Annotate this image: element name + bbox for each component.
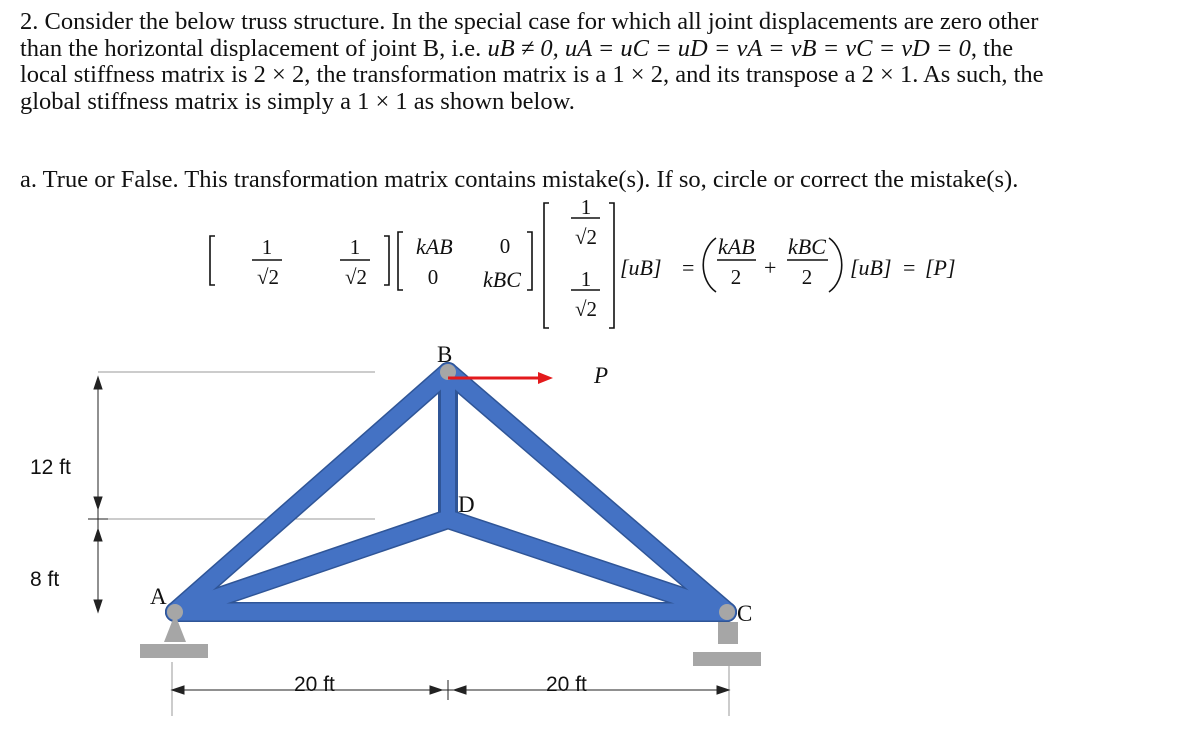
left-paren — [703, 238, 716, 292]
row-vector-numerator-2: 1 — [349, 235, 361, 259]
dim-label-12ft: 12 ft — [30, 456, 71, 479]
load-label-p: P — [594, 363, 609, 388]
equals-sign-1: = — [682, 255, 695, 280]
joint-label-d: D — [458, 492, 475, 517]
question-line-3: local stiffness matrix is 2 × 2, the transformation matrix is a 1 × 2, and its transpose a 2 × 1. As such, the — [20, 61, 1044, 88]
row-vector-denominator-2: √2 — [344, 265, 368, 289]
row-vector-numerator-1: 1 — [261, 235, 273, 259]
arrow-up-icon — [94, 529, 102, 541]
arrow-down-icon — [94, 497, 102, 509]
arrow-right-icon — [538, 372, 553, 384]
k-ab-entry: kAB — [416, 234, 453, 259]
joint-label-c: C — [737, 601, 753, 626]
equals-sign-2: = — [903, 255, 916, 280]
column-denominator-1: √2 — [574, 225, 598, 249]
joint-label-a: A — [150, 584, 167, 609]
joint-c-node — [719, 604, 735, 620]
column-denominator-2: √2 — [574, 297, 598, 321]
question-line-4: global stiffness matrix is simply a 1 × 1 as shown below. — [20, 87, 575, 115]
arrow-up-icon — [94, 377, 102, 389]
k-ab-over-2-denominator: 2 — [730, 265, 742, 289]
ground-block-a — [140, 644, 208, 658]
load-vector: [P] — [925, 255, 956, 280]
plus-sign: + — [764, 255, 777, 280]
arrow-left-icon — [454, 686, 466, 694]
column-numerator-1: 1 — [580, 195, 592, 219]
row-vector-denominator-1: √2 — [256, 265, 280, 289]
stiffness-equation — [210, 195, 956, 328]
part-a-prompt: a. True or False. This transformation matrix contains mistake(s). If so, circle or correct the mistake(s). — [20, 166, 1019, 193]
arrow-left-icon — [172, 686, 184, 694]
arrow-right-icon — [430, 686, 442, 694]
k-bc-entry: kBC — [483, 267, 521, 292]
k-bc-over-2-denominator: 2 — [801, 265, 813, 289]
u-b-vector-left: [uB] — [620, 255, 662, 280]
arrow-right-icon — [717, 686, 729, 694]
joint-a-node — [167, 604, 183, 620]
dim-label-20ft-left: 20 ft — [294, 673, 335, 696]
dim-label-20ft-right: 20 ft — [546, 673, 587, 696]
arrow-down-icon — [94, 600, 102, 612]
k-bc-over-2-numerator: kBC — [788, 234, 826, 259]
displacement-conditions: uB ≠ 0, uA = uC = uD = vA = vB = vC = vD = 0 — [487, 34, 971, 62]
k-ab-over-2-numerator: kAB — [718, 234, 755, 259]
joint-label-b: B — [437, 342, 453, 367]
ground-block-c — [693, 652, 761, 666]
u-b-vector-right: [uB] — [850, 255, 892, 280]
question-number: 2. — [20, 8, 39, 35]
part-a-label: a. — [20, 166, 37, 193]
zero-entry-bottom: 0 — [427, 265, 439, 289]
truss-members — [175, 372, 727, 612]
zero-entry-top: 0 — [499, 234, 511, 258]
dim-label-8ft: 8 ft — [30, 568, 60, 591]
roller-support-icon — [718, 622, 738, 644]
column-numerator-2: 1 — [580, 267, 592, 291]
question-line-1: 2. Consider the below truss structure. In the special case for which all joint displacements are zero other — [20, 8, 1039, 35]
question-line-2: than the horizontal displacement of joint B, i.e. uB ≠ 0, uA = uC = uD = vA = vB = vC = vD = 0, the — [20, 34, 1014, 62]
right-paren — [829, 238, 842, 292]
